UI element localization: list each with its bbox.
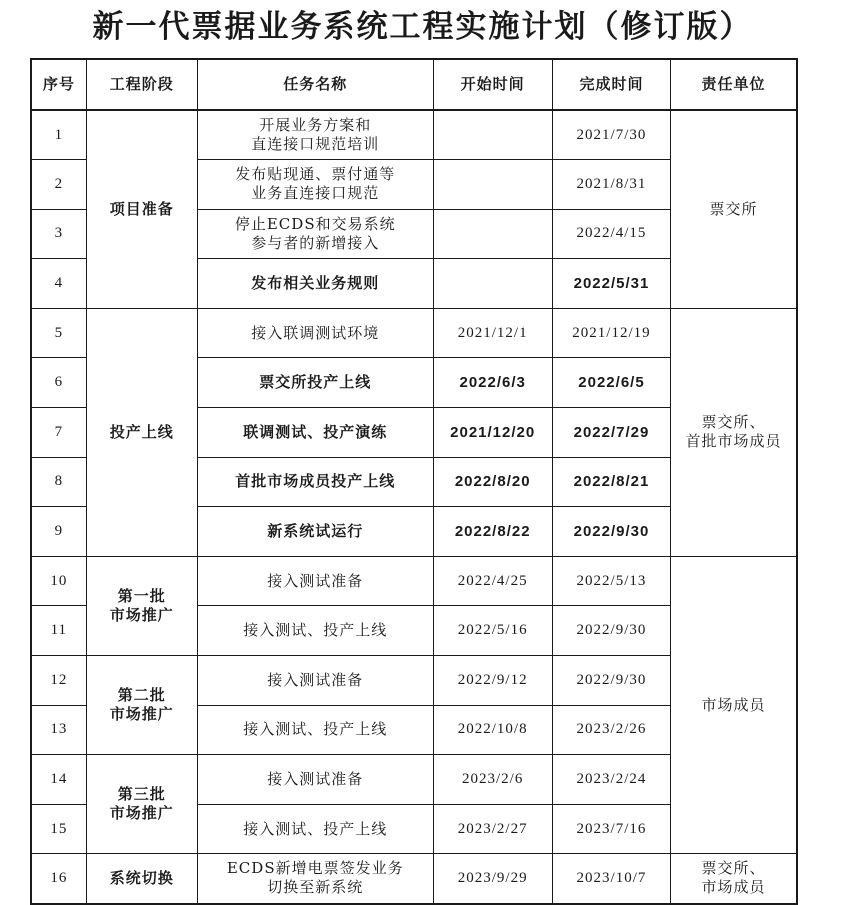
task-cell: 首批市场成员投产上线 — [197, 457, 433, 507]
start-cell — [433, 259, 552, 309]
task-cell: 新系统试运行 — [197, 507, 433, 557]
stage-cell — [86, 556, 197, 655]
task-line: 切换至新系统 — [267, 878, 364, 897]
stage-line: 市场推广 — [109, 705, 174, 724]
task-cell — [197, 209, 433, 259]
row-seq: 2 — [31, 160, 86, 210]
task-line: 开展业务方案和 — [259, 116, 372, 135]
header-task: 任务名称 — [197, 59, 433, 110]
row-seq: 14 — [31, 755, 86, 805]
stage-cell: 投产上线 — [86, 308, 197, 556]
end-cell: 2022/4/15 — [552, 209, 670, 259]
row-seq: 16 — [31, 854, 86, 904]
end-cell: 2023/7/16 — [552, 804, 670, 854]
row-seq: 1 — [31, 110, 86, 160]
table-row — [31, 308, 797, 358]
stage-line: 第三批 — [117, 785, 166, 804]
unit-cell — [671, 854, 797, 904]
task-cell: 接入联调测试环境 — [197, 308, 433, 358]
end-cell: 2022/9/30 — [552, 606, 670, 656]
unit-cell — [671, 308, 797, 556]
stage-line: 市场推广 — [109, 605, 174, 624]
unit-line: 票交所、 — [701, 859, 766, 878]
stage-line: 第一批 — [117, 586, 166, 605]
table-row — [31, 110, 797, 160]
start-cell: 2022/6/3 — [433, 358, 552, 408]
row-seq: 9 — [31, 507, 86, 557]
end-cell: 2021/12/19 — [552, 308, 670, 358]
row-seq: 5 — [31, 308, 86, 358]
stage-line: 市场推广 — [109, 804, 174, 823]
end-cell: 2023/10/7 — [552, 854, 670, 904]
end-cell: 2023/2/26 — [552, 705, 670, 755]
end-cell: 2022/5/31 — [552, 259, 670, 309]
implementation-plan-table — [30, 58, 798, 905]
task-line: ECDS新增电票签发业务 — [226, 859, 404, 878]
task-cell: 联调测试、投产演练 — [197, 408, 433, 458]
task-line: 直连接口规范培训 — [251, 135, 380, 154]
end-cell: 2022/9/30 — [552, 656, 670, 706]
unit-line: 首批市场成员 — [685, 432, 782, 451]
end-cell: 2022/7/29 — [552, 408, 670, 458]
task-cell: 接入测试、投产上线 — [197, 804, 433, 854]
start-cell: 2021/12/20 — [433, 408, 552, 458]
row-seq: 15 — [31, 804, 86, 854]
unit-line: 市场成员 — [701, 878, 766, 897]
start-cell: 2022/8/22 — [433, 507, 552, 557]
stage-cell — [86, 656, 197, 755]
start-cell: 2022/4/25 — [433, 556, 552, 606]
start-cell: 2023/9/29 — [433, 854, 552, 904]
row-seq: 13 — [31, 705, 86, 755]
stage-cell — [86, 755, 197, 854]
stage-cell: 系统切换 — [86, 854, 197, 904]
unit-line: 票交所、 — [701, 413, 766, 432]
page-title: 新一代票据业务系统工程实施计划（修订版） — [92, 9, 753, 45]
task-line: 参与者的新增接入 — [251, 233, 380, 252]
start-cell — [433, 160, 552, 210]
start-cell — [433, 209, 552, 259]
start-cell: 2023/2/27 — [433, 804, 552, 854]
task-line: 发布贴现通、票付通等 — [235, 165, 396, 184]
header-stage: 工程阶段 — [86, 59, 197, 110]
task-cell: 发布相关业务规则 — [197, 259, 433, 309]
start-cell: 2022/10/8 — [433, 705, 552, 755]
stage-cell: 项目准备 — [86, 110, 197, 308]
start-cell: 2021/12/1 — [433, 308, 552, 358]
table-row — [31, 556, 797, 606]
task-cell: 接入测试准备 — [197, 755, 433, 805]
header-start: 开始时间 — [433, 59, 552, 110]
task-cell — [197, 110, 433, 160]
task-cell — [197, 854, 433, 904]
task-cell — [197, 160, 433, 210]
header-end: 完成时间 — [552, 59, 670, 110]
end-cell: 2022/8/21 — [552, 457, 670, 507]
end-cell: 2022/5/13 — [552, 556, 670, 606]
unit-cell: 票交所 — [671, 110, 797, 308]
end-cell: 2022/9/30 — [552, 507, 670, 557]
task-cell: 接入测试、投产上线 — [197, 606, 433, 656]
end-cell: 2021/8/31 — [552, 160, 670, 210]
table-header-row — [31, 59, 797, 110]
end-cell: 2021/7/30 — [552, 110, 670, 160]
row-seq: 4 — [31, 259, 86, 309]
start-cell: 2022/9/12 — [433, 656, 552, 706]
row-seq: 8 — [31, 457, 86, 507]
stage-line: 第二批 — [117, 686, 166, 705]
row-seq: 10 — [31, 556, 86, 606]
start-cell: 2023/2/6 — [433, 755, 552, 805]
start-cell — [433, 110, 552, 160]
row-seq: 7 — [31, 408, 86, 458]
task-line: 停止ECDS和交易系统 — [234, 214, 396, 233]
task-cell: 接入测试准备 — [197, 656, 433, 706]
end-cell: 2022/6/5 — [552, 358, 670, 408]
header-seq: 序号 — [31, 59, 86, 110]
row-seq: 3 — [31, 209, 86, 259]
start-cell: 2022/5/16 — [433, 606, 552, 656]
table-row — [31, 854, 797, 904]
row-seq: 12 — [31, 656, 86, 706]
row-seq: 6 — [31, 358, 86, 408]
task-line: 业务直连接口规范 — [251, 184, 380, 203]
task-cell: 票交所投产上线 — [197, 358, 433, 408]
start-cell: 2022/8/20 — [433, 457, 552, 507]
end-cell: 2023/2/24 — [552, 755, 670, 805]
header-unit: 责任单位 — [671, 59, 797, 110]
task-cell: 接入测试准备 — [197, 556, 433, 606]
task-cell: 接入测试、投产上线 — [197, 705, 433, 755]
row-seq: 11 — [31, 606, 86, 656]
unit-cell: 市场成员 — [671, 556, 797, 854]
